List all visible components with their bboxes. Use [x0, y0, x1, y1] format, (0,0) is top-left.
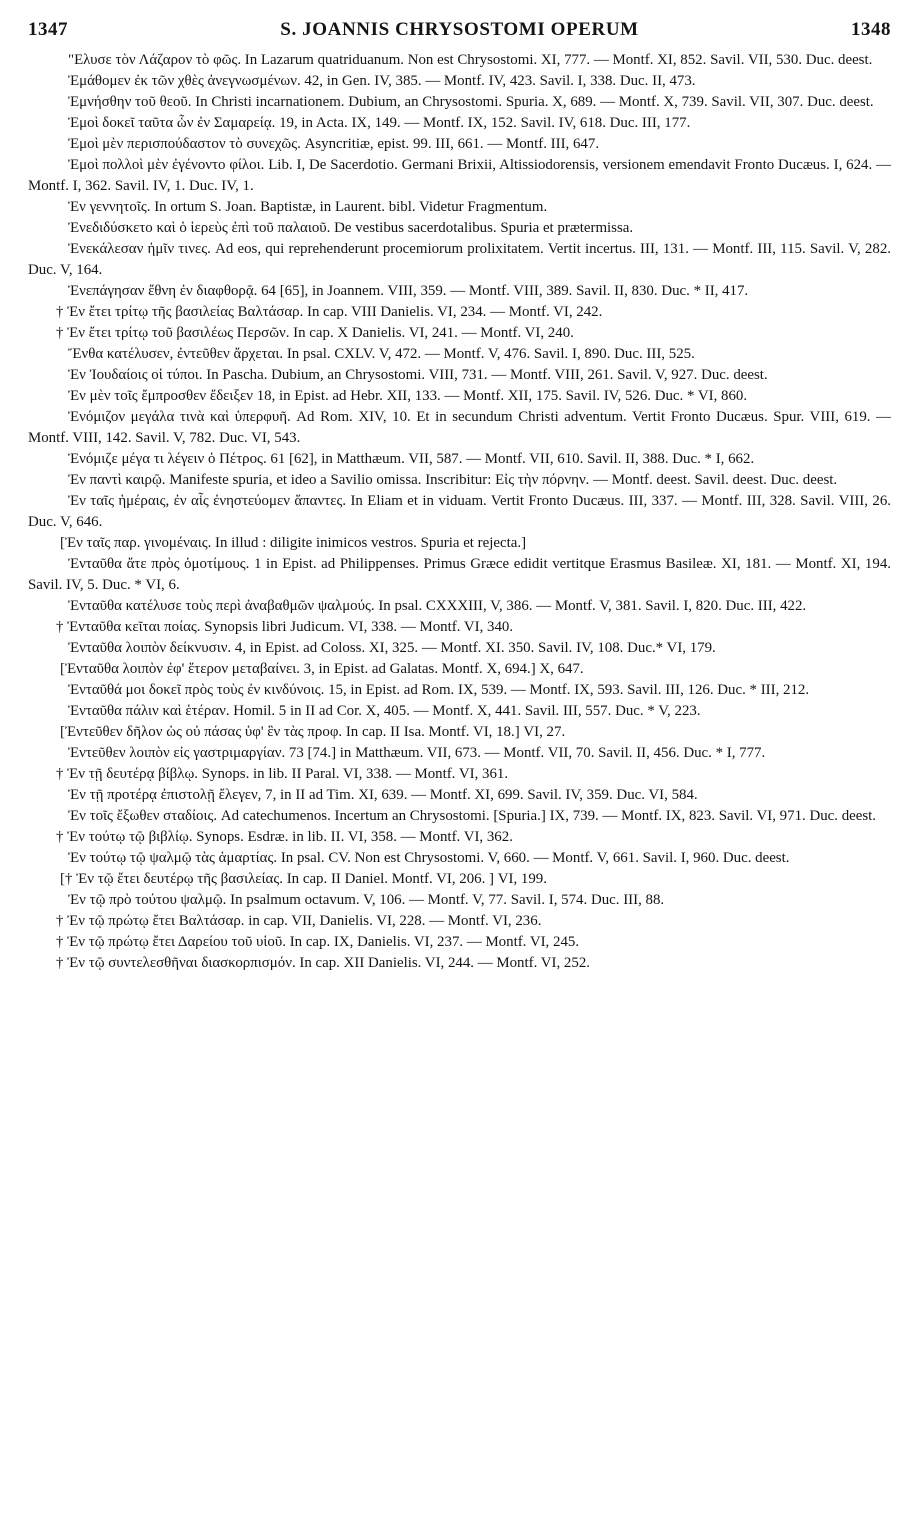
index-entry: "Ελυσε τὸν Λάζαρον τὸ φῶς. In Lazarum quatriduanum. Non est Chrysostomi. XI, 777. — Montf. XI, 852. Savil. VII, 530. Duc. deest. — [68, 52, 873, 68]
index-entry: Ἐν τῷ πρὸ τούτου ψαλμῷ. In psalmum octavum. V, 106. — Montf. V, 77. Savil. I, 574. Duc. III, 88. — [68, 892, 665, 908]
index-entry: Ἐνεδιδύσκετο καὶ ὁ ἱερεὺς ἐπὶ τοῦ παλαιοῦ. De vestibus sacerdotalibus. Spuria et prætermissa. — [68, 220, 634, 236]
index-entry: † Ἐν τῷ συντελεσθῆναι διασκορπισμόν. In cap. XII Danielis. VI, 244. — Montf. VI, 252. — [56, 955, 590, 971]
index-entry: Ἐμοὶ δοκεῖ ταῦτα ὧν ἐν Σαμαρείᾳ. 19, in Acta. IX, 149. — Montf. IX, 152. Savil. IV, 618. Duc. III, 177. — [68, 115, 691, 131]
index-entry: [Ἐν ταῖς παρ. γινομέναις. In illud : diligite inimicos vestros. Spuria et rejecta.] — [60, 535, 527, 551]
index-entry: Ἐμοὶ μὲν περισπούδαστον τὸ συνεχῶς. Asyncritiæ, epist. 99. III, 661. — Montf. III, 647. — [68, 136, 600, 152]
index-entry: Ἐν παντὶ καιρῷ. Manifeste spuria, et ideo a Savilio omissa. Inscribitur: Εἰς τὴν πόρνην. — Montf. deest. Savil. deest. Duc. deest. — [68, 472, 838, 488]
index-entry: Ἐντεῦθεν λοιπὸν εἰς γαστριμαργίαν. 73 [74.] in Matthæum. VII, 673. — Montf. VII, 70. Savil. II, 456. Duc. * I, 777. — [68, 745, 766, 761]
index-entry: Ἐν Ἰουδαίοις οἱ τύποι. In Pascha. Dubium, an Chrysostomi. VIII, 731. — Montf. VIII, 261. Savil. V, 927. Duc. deest. — [68, 367, 768, 383]
left-column-number: 1347 — [28, 19, 68, 40]
running-title: S. JOANNIS CHRYSOSTOMI OPERUM — [280, 19, 639, 40]
index-entry: † Ἐν τῷ πρώτῳ ἔτει Δαρείου τοῦ υἱοῦ. In cap. IX, Danielis. VI, 237. — Montf. VI, 245. — [56, 934, 580, 950]
index-entry: Ἐνεπάγησαν ἔθνη ἐν διαφθορᾷ. 64 [65], in Joannem. VIII, 359. — Montf. VIII, 389. Savil. II, 830. Duc. * II, 417. — [68, 283, 749, 299]
index-entries — [28, 50, 891, 974]
index-entry: Ἐνταῦθά μοι δοκεῖ πρὸς τοὺς ἐν κινδύνοις. 15, in Epist. ad Rom. IX, 539. — Montf. IX, 593. Savil. III, 126. Duc. * III, 212. — [68, 682, 810, 698]
index-entry: Ἐμοὶ πολλοὶ μὲν ἐγένοντο φίλοι. Lib. I, De Sacerdotio. Germani Brixii, Altissiodorensis, versionem emendavit Fronto Ducæus. I, 624. — Montf. I, 362. Savil. IV, 1. Duc. IV, 1. — [28, 157, 891, 194]
index-entry: Ἐν ταῖς ἡμέραις, ἐν αἷς ἐνηστεύομεν ἅπαντες. In Eliam et in viduam. Vertit Fronto Ducæus. III, 337. — Montf. III, 328. Savil. VIII, 26. Duc. V, 646. — [28, 493, 891, 530]
index-entry: Ἐν τῇ προτέρᾳ ἐπιστολῇ ἔλεγεν, 7, in II ad Tim. XI, 639. — Montf. XI, 699. Savil. IV, 359. Duc. VI, 584. — [68, 787, 698, 803]
index-entry: Ἐνταῦθα ἄτε πρὸς ὁμοτίμους. 1 in Epist. ad Philippenses. Primus Græce edidit vertitque Erasmus Basileæ. XI, 181. — Montf. XI, 194. Savil. IV, 5. Duc. * VI, 6. — [28, 556, 891, 593]
index-entry: † Ἐν τῷ πρώτῳ ἔτει Βαλτάσαρ. in cap. VII, Danielis. VI, 228. — Montf. VI, 236. — [56, 913, 542, 929]
index-entry: Ἔνθα κατέλυσεν, ἐντεῦθεν ἄρχεται. In psal. CXLV. V, 472. — Montf. V, 476. Savil. I, 890. Duc. III, 525. — [68, 346, 695, 362]
index-entry: Ἐνόμιζε μέγα τι λέγειν ὁ Πέτρος. 61 [62], in Matthæum. VII, 587. — Montf. VII, 610. Savil. II, 388. Duc. * I, 662. — [68, 451, 755, 467]
index-entry: † Ἐν τούτῳ τῷ βιβλίῳ. Synops. Esdræ. in lib. II. VI, 358. — Montf. VI, 362. — [56, 829, 513, 845]
index-entry: [Ἐνταῦθα λοιπὸν ἐφ' ἕτερον μεταβαίνει. 3, in Epist. ad Galatas. Montf. X, 694.] X, 647. — [60, 661, 584, 677]
index-entry: Ἐνόμιζον μεγάλα τινὰ καὶ ὑπερφυῆ. Ad Rom. XIV, 10. Et in secundum Christi adventum. Vertit Fronto Ducæus. Spur. VIII, 619. — Montf. VIII, 142. Savil. V, 782. Duc. VI, 543. — [28, 409, 891, 446]
index-entry: † Ἐν ἔτει τρίτῳ τοῦ βασιλέως Περσῶν. In cap. X Danielis. VI, 241. — Montf. VI, 240. — [56, 325, 574, 341]
index-entry: Ἐν μὲν τοῖς ἔμπροσθεν ἔδειξεν 18, in Epist. ad Hebr. XII, 133. — Montf. XII, 175. Savil. IV, 526. Duc. * VI, 860. — [68, 388, 748, 404]
index-entry: Ἐνταῦθα λοιπὸν δείκνυσιν. 4, in Epist. ad Coloss. XI, 325. — Montf. XI. 350. Savil. IV, 108. Duc.* VI, 179. — [68, 640, 716, 656]
index-entry: Ἐμνήσθην τοῦ θεοῦ. In Christi incarnationem. Dubium, an Chrysostomi. Spuria. X, 689. — Montf. X, 739. Savil. VII, 307. Duc. deest. — [68, 94, 874, 110]
index-entry: [Ἐντεῦθεν δῆλον ὡς οὐ πάσας ὑφ' ἓν τὰς προφ. In cap. II Isa. Montf. VI, 18.] VI, 27. — [60, 724, 566, 740]
index-entry: † Ἐν τῇ δευτέρᾳ βίβλῳ. Synops. in lib. II Paral. VI, 338. — Montf. VI, 361. — [56, 766, 509, 782]
index-entry: † Ἐν ἔτει τρίτῳ τῆς βασιλείας Βαλτάσαρ. In cap. VIII Danielis. VI, 234. — Montf. VI, 242. — [56, 304, 603, 320]
index-entry: Ἐνταῦθα κατέλυσε τοὺς περὶ ἀναβαθμῶν ψαλμούς. In psal. CXXXIII, V, 386. — Montf. V, 381. Savil. I, 820. Duc. III, 422. — [68, 598, 807, 614]
index-entry: Ἐνταῦθα πάλιν καὶ ἑτέραν. Homil. 5 in II ad Cor. X, 405. — Montf. X, 441. Savil. III, 557. Duc. * V, 223. — [68, 703, 701, 719]
index-entry: Ἐν τοῖς ἔξωθεν σταδίοις. Ad catechumenos. Incertum an Chrysostomi. [Spuria.] IX, 739. — Montf. IX, 823. Savil. VI, 971. Duc. deest. — [68, 808, 877, 824]
index-entry: † Ἐνταῦθα κεῖται ποίας. Synopsis libri Judicum. VI, 338. — Montf. VI, 340. — [56, 619, 514, 635]
index-entry: Ἐνεκάλεσαν ἡμῖν τινες. Ad eos, qui reprehenderunt procemiorum prolixitatem. Vertit incertus. III, 131. — Montf. III, 115. Savil. V, 282. Duc. V, 164. — [28, 241, 891, 278]
running-header — [28, 10, 891, 50]
right-column-number: 1348 — [851, 19, 891, 40]
index-entry: Ἐν γεννητοῖς. In ortum S. Joan. Baptistæ, in Laurent. bibl. Videtur Fragmentum. — [68, 199, 548, 215]
index-entry: Ἐν τούτῳ τῷ ψαλμῷ τὰς ἁμαρτίας. In psal. CV. Non est Chrysostomi. V, 660. — Montf. V, 661. Savil. I, 960. Duc. deest. — [68, 850, 790, 866]
index-entry: Ἐμάθομεν ἐκ τῶν χθὲς ἀνεγνωσμένων. 42, in Gen. IV, 385. — Montf. IV, 423. Savil. I, 338. Duc. II, 473. — [68, 73, 696, 89]
index-entry: [† Ἐν τῷ ἔτει δευτέρῳ τῆς βασιλείας. In cap. II Daniel. Montf. VI, 206. ] VI, 199. — [60, 871, 547, 887]
